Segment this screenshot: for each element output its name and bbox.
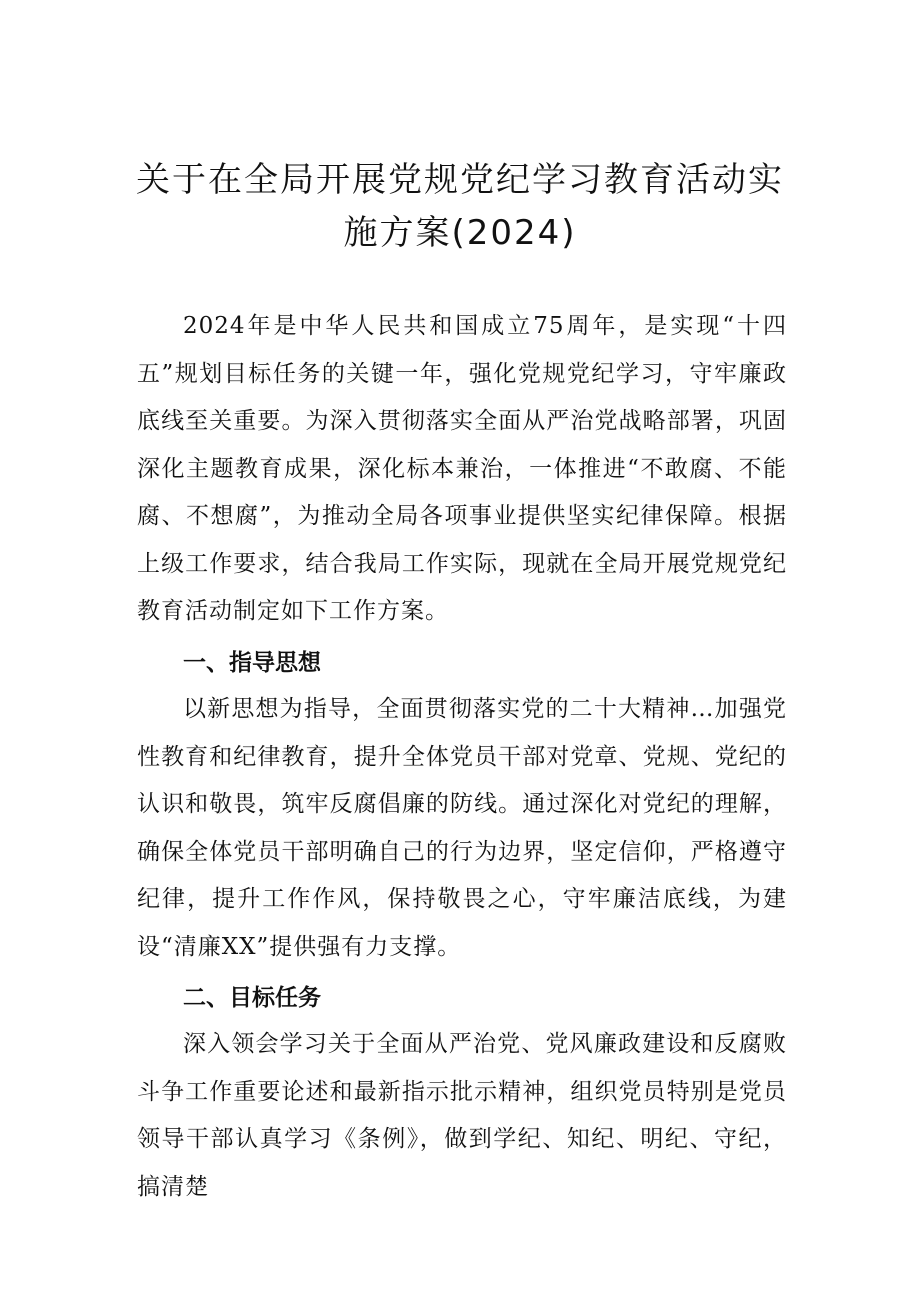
intro-paragraph: 2024年是中华人民共和国成立75周年，是实现“十四五”规划目标任务的关键一年，强化党规党纪学习，守牢廉政底线至关重要。为深入贯彻落实全面从严治党战略部署，巩固深化主题教育成果，深化标本兼治，一体推进“不敢腐、不能腐、不想腐”，为推动全局各项事业提供坚实纪律保障。根据上级工作要求，结合我局工作实际，现就在全局开展党规党纪教育活动制定如下工作方案。 (137, 313, 787, 624)
section-paragraph-objectives: 深入领会学习关于全面从严治党、党风廉政建设和反腐败斗争工作重要论述和最新指示批示精神，组织党员特别是党员领导干部认真学习《条例》，做到学纪、知纪、明纪、守纪，搞清楚 (137, 1031, 787, 1200)
document-title-line-2: 施方案(2024) (343, 213, 577, 253)
section-paragraph-guiding-ideology: 以新思想为指导，全面贯彻落实党的二十大精神…加强党性教育和纪律教育，提升全体党员干部对党章、党规、党纪的认识和敬畏，筑牢反腐倡廉的防线。通过深化对党纪的理解，确保全体党员干部明确自己的行为边界，坚定信仰，严格遵守纪律，提升工作作风，保持敬畏之心，守牢廉洁底线，为建设“清廉XX”提供强有力支撑。 (137, 696, 787, 960)
document-title-line-1: 关于在全局开展党规党纪学习教育活动实 (136, 160, 784, 200)
section-heading-objectives: 二、目标任务 (183, 985, 321, 1011)
section-heading-guiding-ideology: 一、指导思想 (183, 650, 321, 676)
